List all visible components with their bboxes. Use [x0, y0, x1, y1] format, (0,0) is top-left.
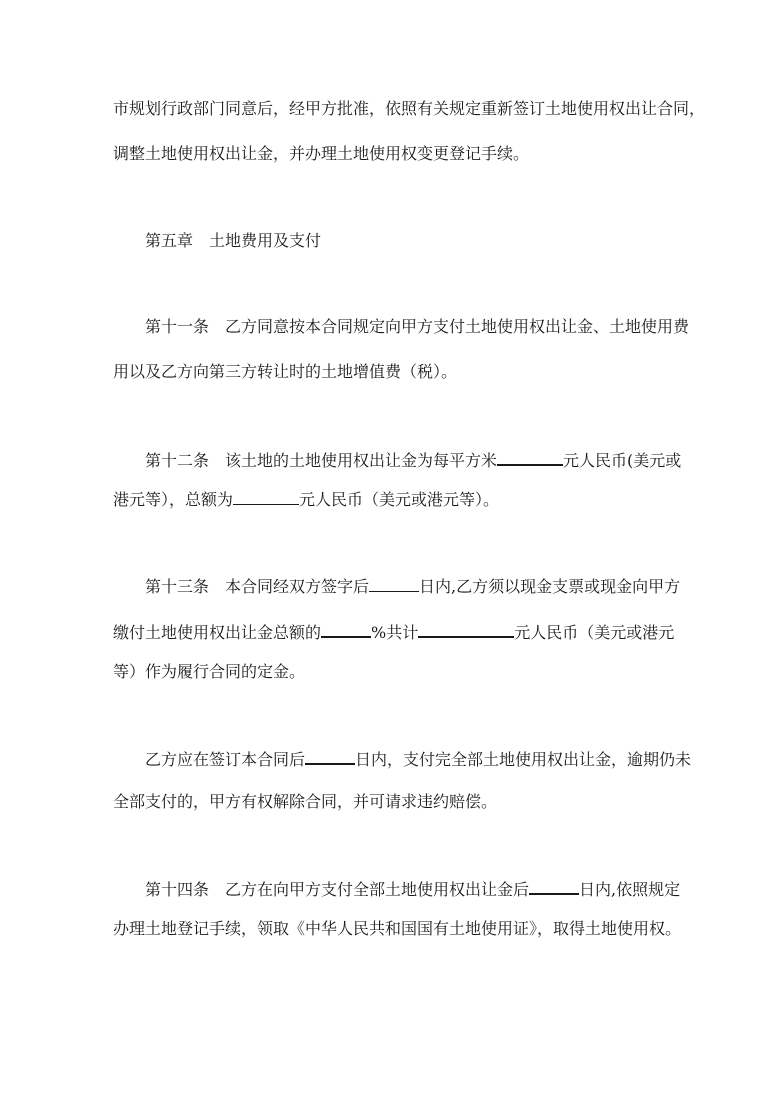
art13-line2	[113, 620, 674, 644]
art12-line1-text-b: 元人民币(美元或	[563, 451, 682, 470]
art13-line3: 等）作为履行合同的定金。	[113, 662, 306, 681]
art13b-line1-text-a: 乙方应在签订本合同后	[145, 750, 306, 769]
art13b-line1	[145, 747, 691, 771]
p1-line1: 市规划行政部门同意后，经甲方批准，依照有关规定重新签订土地使用权出让合同，	[113, 99, 706, 118]
art13b-line1-text-b: 日内，支付完全部土地使用权出让金，逾期仍未	[355, 750, 692, 769]
art12-line1-text-a: 第十二条 该土地的土地使用权出让金为每平方米	[145, 451, 498, 470]
art11-line2: 用以及乙方向第三方转让时的土地增值费（税）。	[113, 362, 458, 381]
art13-line1	[145, 575, 680, 598]
art13-line2-text-a: 缴付土地使用权出让金总额的	[113, 623, 322, 642]
art12-line2-text-b: 元人民币（美元或港元等）。	[299, 490, 500, 509]
registration-days-blank	[529, 877, 579, 895]
chapter5-heading: 第五章 土地费用及支付	[145, 231, 322, 250]
art13-line1-text-a: 第十三条 本合同经双方签字后	[145, 577, 370, 596]
deposit-days-blank	[369, 575, 419, 592]
art12-line2-text-a: 港元等），总额为	[113, 490, 234, 509]
art14-line2: 办理土地登记手续，领取《中华人民共和国国有土地使用证》，取得土地使用权。	[113, 919, 682, 938]
art12-line2	[113, 488, 499, 511]
art13-line2-text-b: %共计	[371, 623, 419, 642]
art13-line2-text-c: 元人民币（美元或港元	[514, 623, 675, 642]
art12-line1	[145, 448, 681, 472]
deposit-amount-blank	[418, 620, 514, 638]
art13-line1-text-b: 日内,乙方须以现金支票或现金向甲方	[419, 577, 681, 596]
art11-line1: 第十一条 乙方同意按本合同规定向甲方支付土地使用权出让金、土地使用费	[145, 317, 690, 336]
art14-line1	[145, 877, 680, 901]
full-payment-days-blank	[305, 747, 355, 765]
art14-line1-text-a: 第十四条 乙方在向甲方支付全部土地使用权出让金后	[145, 880, 530, 899]
price-per-sqm-blank	[497, 448, 563, 466]
art13b-line2: 全部支付的，甲方有权解除合同，并可请求违约赔偿。	[113, 792, 498, 811]
art14-line1-text-b: 日内,依照规定	[579, 880, 681, 899]
p1-line2: 调整土地使用权出让金，并办理土地使用权变更登记手续。	[113, 144, 530, 163]
deposit-percent-blank	[321, 620, 371, 638]
total-amount-blank	[233, 488, 299, 505]
